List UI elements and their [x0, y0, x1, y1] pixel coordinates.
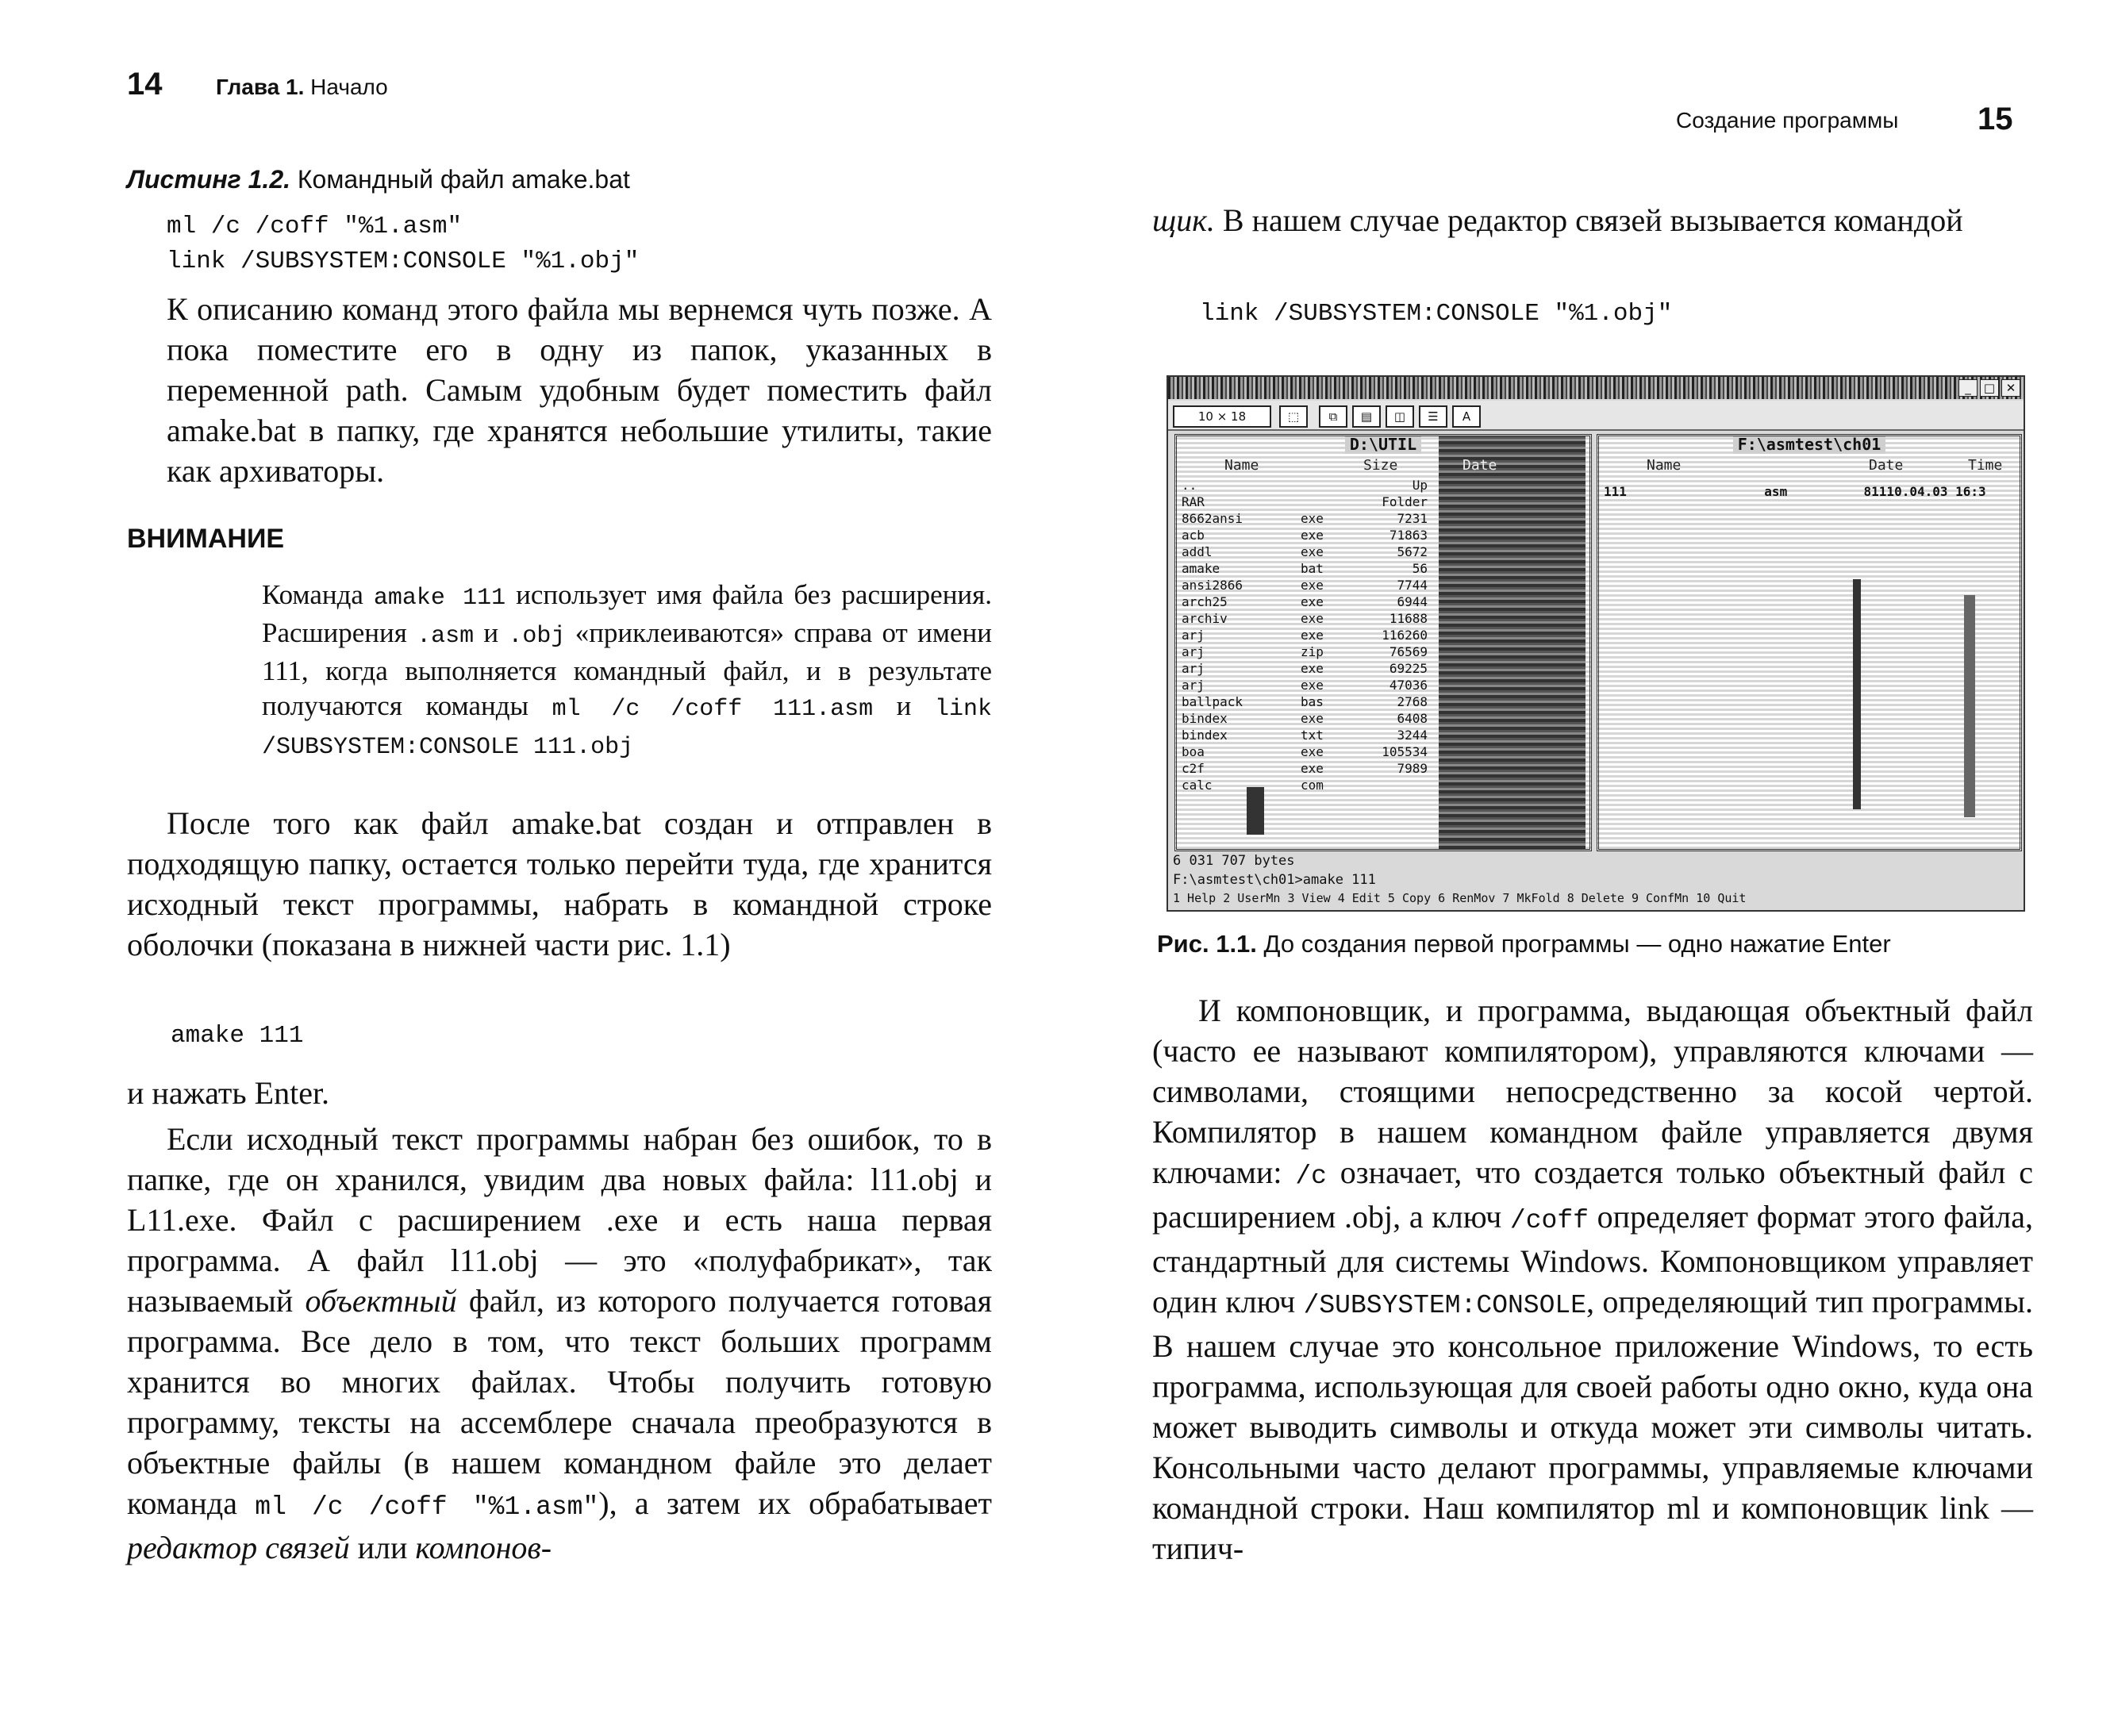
code-inline: /SUBSYSTEM:CONSOLE: [1303, 1291, 1587, 1320]
file-size: 71863: [1389, 528, 1428, 543]
file-size: 11688: [1389, 611, 1428, 626]
file-row[interactable]: [1182, 644, 1428, 659]
file-ext: exe: [1301, 544, 1324, 559]
console-toolbar: [1168, 401, 2024, 431]
window-controls: [1958, 379, 2020, 397]
code-inline: /c: [1295, 1162, 1327, 1191]
code-inline: ml /c /coff 111.asm: [552, 696, 874, 723]
right-file-panel[interactable]: [1597, 434, 2022, 851]
file-name: acb: [1182, 528, 1205, 543]
copy-icon[interactable]: ⧉: [1319, 405, 1347, 428]
file-size: 7231: [1397, 511, 1428, 526]
file-ext: txt: [1301, 728, 1324, 743]
scrollbar[interactable]: [1964, 595, 1975, 817]
file-size: 5672: [1397, 544, 1428, 559]
page-number-right: 15: [1978, 102, 2013, 136]
file-row[interactable]: [1182, 544, 1428, 559]
code-amake: amake 111: [171, 1022, 304, 1050]
code-inline: .obj: [508, 623, 566, 650]
file-size: 56: [1412, 561, 1428, 576]
cursor-block: [1247, 787, 1264, 835]
file-name: arj: [1182, 678, 1205, 693]
close-icon[interactable]: ✕: [2001, 379, 2020, 397]
listing-label: Листинг 1.2.: [127, 165, 290, 194]
file-ext: bas: [1301, 694, 1324, 709]
file-size: 7744: [1397, 578, 1428, 593]
file-name: boa: [1182, 744, 1205, 759]
file-size: 105534: [1382, 744, 1428, 759]
file-name: RAR: [1182, 494, 1205, 509]
paragraph-1: К описанию команд этого файла мы вернемся чуть позже. А пока поместите его в одну из папок, указанных в переменной path. Самым удобным будет поместить файл amake.bat в папку, где хранятся небольшие утилиты, такие как архиваторы.: [167, 291, 992, 489]
file-ext: exe: [1301, 628, 1324, 643]
right-col-name: Name: [1647, 457, 1682, 474]
right-page: [1057, 0, 2114, 1736]
properties-icon[interactable]: ☰: [1419, 405, 1447, 428]
code-line-1: ml /c /coff "%1.asm": [167, 213, 463, 240]
file-size: 69225: [1389, 661, 1428, 676]
file-ext: exe: [1301, 761, 1324, 776]
file-size: Up: [1412, 478, 1428, 493]
file-row[interactable]: [1182, 578, 1428, 593]
caption-text: До создания первой программы — одно нажатие Enter: [1263, 930, 1891, 958]
mark-icon[interactable]: ⬚: [1279, 405, 1308, 428]
file-row[interactable]: [1182, 611, 1428, 626]
file-name: c2f: [1182, 761, 1205, 776]
left-panel-status: 6 031 707 bytes: [1173, 853, 1295, 869]
file-ext: exe: [1301, 711, 1324, 726]
file-name: calc: [1182, 778, 1213, 793]
file-name: ..: [1182, 478, 1197, 493]
code-inline: amake 111: [373, 585, 506, 612]
date-column-shading: [1439, 436, 1586, 849]
minimize-icon[interactable]: _: [1958, 379, 1978, 397]
file-ext: exe: [1301, 594, 1324, 609]
code-inline: link /SUBSYSTEM:CONSOLE 111.obj: [262, 696, 992, 761]
code-inline: ml /c /coff "%1.asm": [255, 1492, 599, 1522]
listing-caption: Командный файл amake.bat: [297, 165, 630, 194]
file-size: 3244: [1397, 728, 1428, 743]
left-col-name: Name: [1224, 457, 1259, 474]
code-inline: .asm: [417, 623, 475, 650]
running-header-left: [216, 75, 388, 100]
paragraph-4: Если исходный текст программы набран без ошибок, то в папке, где он хранился, увидим два новых файла: l11.obj и L11.exe. Файл с расширением .exe и есть наша первая программа. А файл l11.obj — это «полуфабрикат», так называемый объектный файл, из которого получается готовая программа. Все дело в том, что текст больших программ хранится во многих файлах. Чтобы получить готовую программу, тексты на ассемблере сначала преобразуются в объектные файлы (в нашем командном файле это делает команда ml /c /coff "%1.asm"), а затем их обрабатывает редактор связей или компонов-: [127, 1121, 993, 1565]
font-size-select[interactable]: 10 × 18: [1173, 405, 1271, 428]
running-header-right: Создание программы: [1676, 108, 1899, 133]
file-size: 6408: [1397, 711, 1428, 726]
file-row[interactable]: [1182, 711, 1428, 726]
function-key-bar[interactable]: 1 Help 2 UserMn 3 View 4 Edit 5 Copy 6 RenMov 7 MkFold 8 Delete 9 ConfMn 10 Quit: [1173, 891, 1747, 905]
screenshot-figure: [1167, 375, 2025, 912]
file-name: arj: [1182, 644, 1205, 659]
file-name: arj: [1182, 661, 1205, 676]
warning-heading: ВНИМАНИЕ: [127, 524, 285, 554]
file-row[interactable]: [1182, 478, 1428, 493]
file-name: addl: [1182, 544, 1213, 559]
code-inline: /coff: [1509, 1206, 1589, 1235]
file-ext: zip: [1301, 644, 1324, 659]
caption-label: Рис. 1.1.: [1157, 930, 1257, 958]
right-col-date: Date: [1869, 457, 1904, 474]
file-ext: com: [1301, 778, 1324, 793]
file-row[interactable]: [1182, 528, 1428, 543]
file-size: Folder: [1382, 494, 1428, 509]
file-ext: exe: [1301, 661, 1324, 676]
warning-body: Команда amake 111 использует имя файла без расширения. Расширения .asm и .obj «приклеиваются» справа от имени 111, когда выполняется командный файл, и в результате получаются команды ml /c /coff 111.asm и link /SUBSYSTEM:CONSOLE 111.obj: [262, 579, 993, 761]
left-col-size: Size: [1363, 457, 1398, 474]
file-size: 47036: [1389, 678, 1428, 693]
paragraph-3: и нажать Enter.: [127, 1075, 330, 1111]
file-size: 116260: [1382, 628, 1428, 643]
file-row[interactable]: [1182, 728, 1428, 743]
file-name: amake: [1182, 561, 1220, 576]
maximize-icon[interactable]: □: [1980, 379, 1999, 397]
file-row[interactable]: [1182, 778, 1428, 793]
file-size: 7989: [1397, 761, 1428, 776]
left-col-date: Date: [1463, 457, 1497, 474]
file-row[interactable]: [1182, 661, 1428, 676]
panel-separator: [1853, 579, 1861, 809]
file-ext: bat: [1301, 561, 1324, 576]
file-ext: exe: [1301, 611, 1324, 626]
file-size: 76569: [1389, 644, 1428, 659]
command-line[interactable]: F:\asmtest\ch01>amake 111: [1173, 872, 1376, 888]
file-ext: exe: [1301, 744, 1324, 759]
window-titlebar: [1168, 377, 2024, 399]
paste-icon[interactable]: ▤: [1352, 405, 1381, 428]
fullscreen-icon[interactable]: ◫: [1386, 405, 1414, 428]
file-size: 2768: [1397, 694, 1428, 709]
file-name: bindex: [1182, 728, 1228, 743]
file-ext: exe: [1301, 528, 1324, 543]
file-name: 8662ansi: [1182, 511, 1243, 526]
code-link: link /SUBSYSTEM:CONSOLE "%1.obj": [1200, 300, 1673, 328]
font-icon[interactable]: A: [1452, 405, 1481, 428]
file-name: bindex: [1182, 711, 1228, 726]
code-line-2: link /SUBSYSTEM:CONSOLE "%1.obj": [167, 248, 640, 275]
listing-title: [127, 165, 630, 194]
file-ext: exe: [1301, 511, 1324, 526]
file-row[interactable]: [1182, 494, 1428, 509]
file-row[interactable]: [1182, 561, 1428, 576]
file-row[interactable]: [1182, 761, 1428, 776]
file-name: archiv: [1182, 611, 1228, 626]
file-name: arch25: [1182, 594, 1228, 609]
right-col-time: Time: [1968, 457, 2003, 474]
intro-paragraph: щик. В нашем случае редактор связей вызывается командой: [1152, 202, 1963, 238]
file-row[interactable]: [1182, 678, 1428, 693]
file-row[interactable]: [1182, 594, 1428, 609]
chapter-title: Начало: [310, 75, 388, 99]
file-name: ballpack: [1182, 694, 1243, 709]
file-row[interactable]: [1182, 628, 1428, 643]
file-size: 6944: [1397, 594, 1428, 609]
file-name: arj: [1182, 628, 1205, 643]
chapter-label: Глава 1.: [216, 75, 305, 99]
figure-caption: [1157, 930, 1891, 958]
file-ext: exe: [1301, 578, 1324, 593]
file-row-111[interactable]: 111 asm 81110.04.03 16:3: [1604, 484, 1986, 499]
page-number-left: 14: [127, 67, 163, 102]
file-name: ansi2866: [1182, 578, 1243, 593]
file-row[interactable]: [1182, 744, 1428, 759]
left-panel-path: D:\UTIL: [1345, 435, 1421, 454]
file-row[interactable]: [1182, 511, 1428, 526]
left-file-panel[interactable]: [1174, 434, 1592, 851]
paragraph-2: После того как файл amake.bat создан и отправлен в подходящую папку, остается только перейти туда, где хранится исходный текст программы, набрать в командной строке оболочки (показана в нижней части рис. 1.1): [127, 805, 992, 962]
paragraph-right-1: И компоновщик, и программа, выдающая объектный файл (часто ее называют компилятором), управляются ключами — символами, стоящими непосредственно за косой чертой. Компилятор в нашем командном файле управляется двумя ключами: /c означает, что создается только объектный файл с расширением .obj, а ключ /coff определяет формат этого файла, стандартный для системы Windows. Компоновщиком управляет один ключ /SUBSYSTEM:CONSOLE, определяющий тип программы. В нашем случае это консольное приложение Windows, то есть программа, использующая для своей работы одно окно, куда она может выводить символы и откуда может эти символы читать. Консольными часто делают программы, управляемые ключами командной строки. Наш компилятор ml и компоновщик link — типич-: [1152, 993, 2033, 1566]
file-row[interactable]: [1182, 694, 1428, 709]
file-ext: exe: [1301, 678, 1324, 693]
right-panel-path: F:\asmtest\ch01: [1733, 435, 1886, 454]
